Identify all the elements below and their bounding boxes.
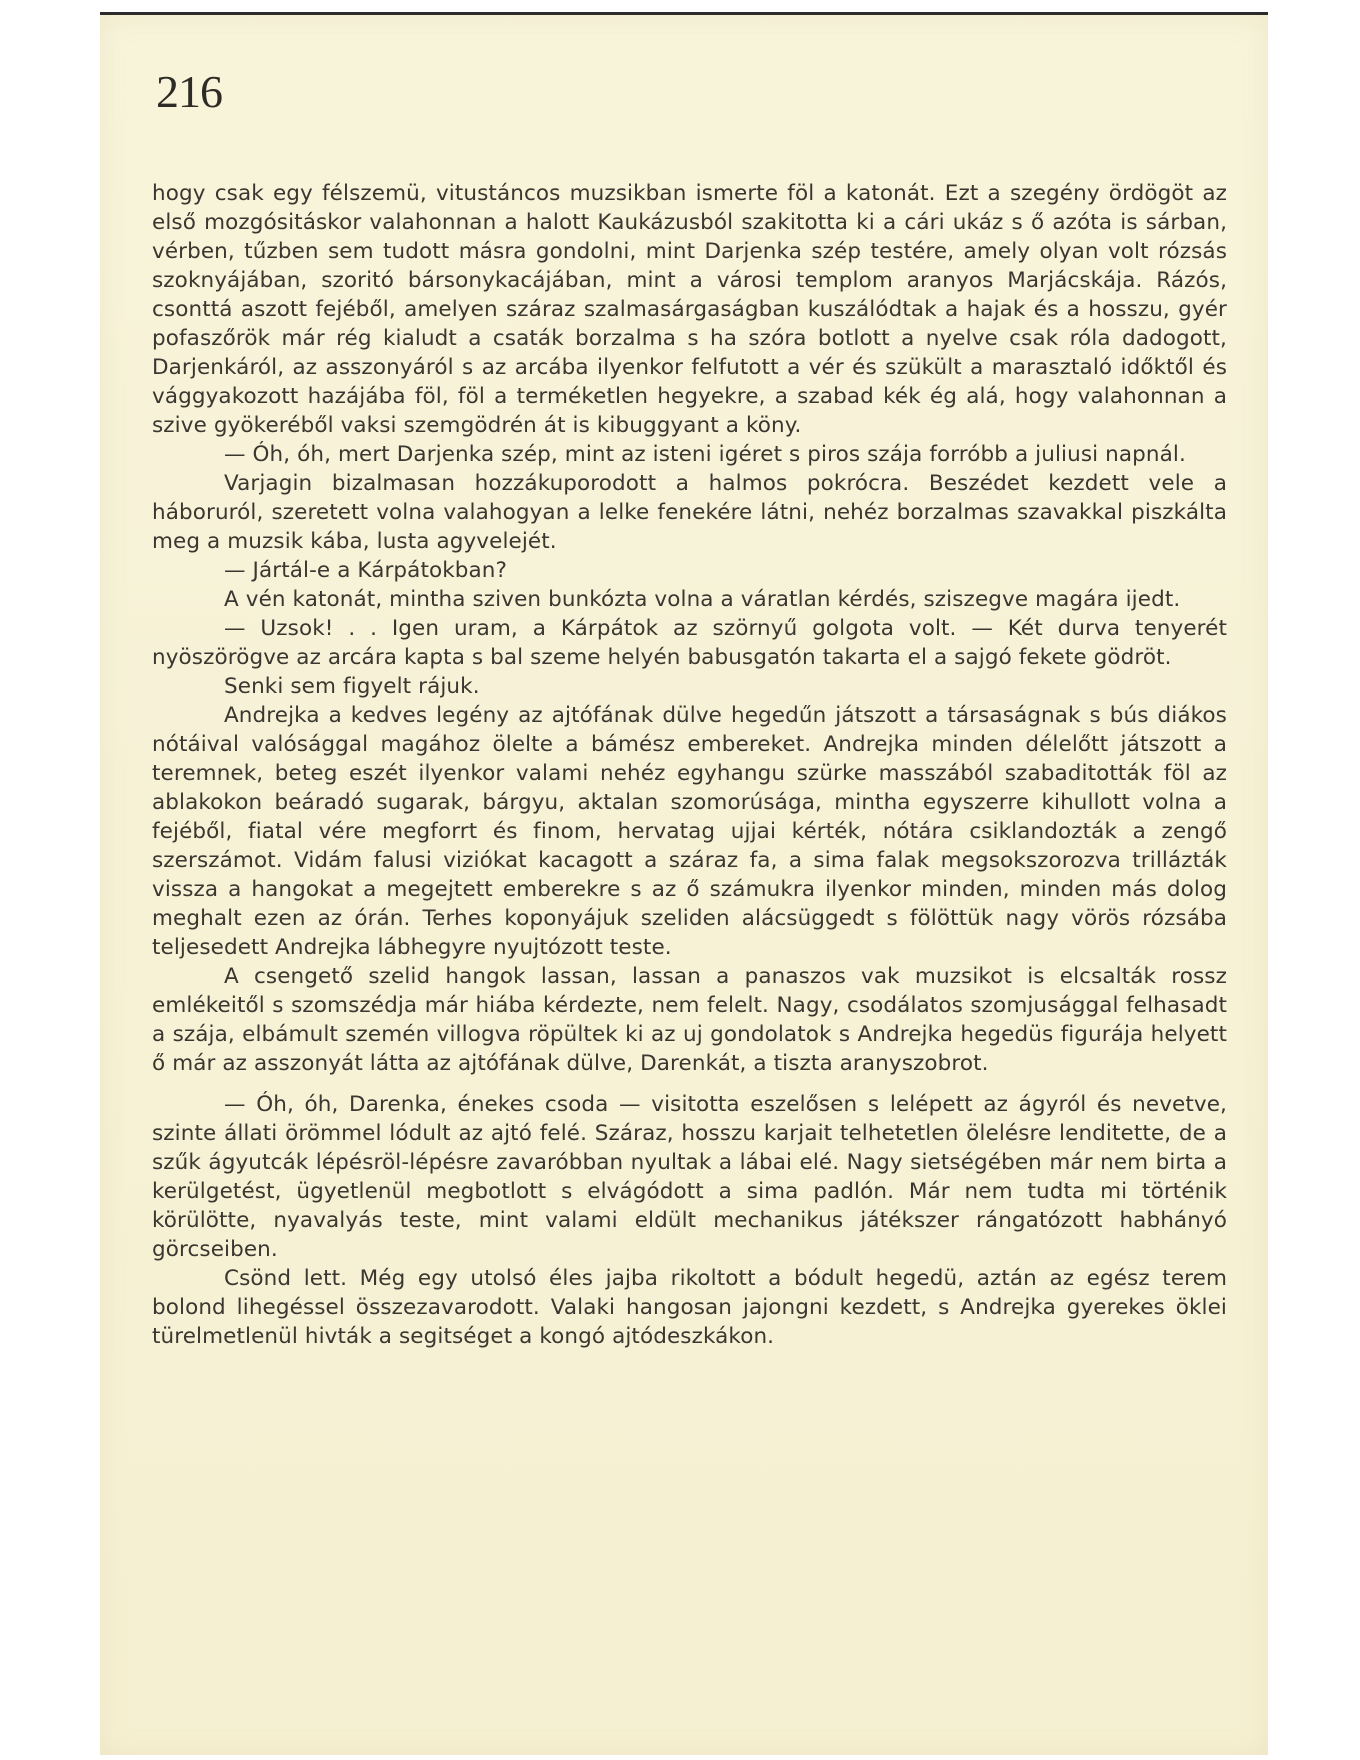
paragraph-3: Varjagin bizalmasan hozzákuporodott a halmos pokrócra. Beszédet kezdett vele a háboruról, szeretett volna valahogyan a lelke fenekére látni, nehéz borzalmas szavakkal piszkálta meg a muzsik kába, lusta agyvelejét. [152,471,1227,554]
paragraph-10: — Óh, óh, Darenka, énekes csoda — visitotta eszelősen s lelépett az ágyról és nevetve, szinte állati örömmel lódult az ajtó felé. Száraz, hosszu karjait telhetetlen ölelésre lenditette, de a szűk ágyutcák lépésröl-lépésre zavaróbban nyultak a lábai elé. Nagy sietségében már nem birta a kerülgetést, ügyetlenül megbotlott s elvágódott a sima padlón. Már nem tudta mi történik körülötte, nyavalyás teste, mint valami eldült mechanikus játékszer rángatózott habhányó görcseiben. [152,1092,1227,1262]
paragraph-11: Csönd lett. Még egy utolsó éles jajba rikoltott a bódult hegedü, aztán az egész terem bolond lihegéssel összezavarodott. Valaki hangosan jajongni kezdett, s Andrejka gyerekes öklei türelmetlenül hivták a segitséget a kongó ajtódeszkákon. [152,1266,1227,1349]
page-number: 216 [156,66,222,117]
body-text [152,179,1227,1351]
paragraph-6: — Uzsok! . . Igen uram, a Kárpátok az szörnyű golgota volt. — Két durva tenyerét nyöszörögve az arcára kapta s bal szeme helyén babusgatón takarta el a sajgó fekete gödröt. [152,616,1227,670]
paragraph-4: — Jártál-e a Kárpátokban? [224,558,508,583]
paragraph-9: A csengető szelid hangok lassan, lassan a panaszos vak muzsikot is elcsalták rossz emlékeitől s szomszédja már hiába kérdezte, nem felelt. Nagy, csodálatos szomjusággal felhasadt a szája, elbámult szemén villogva röpültek ki az uj gondolatok s Andrejka hegedüs figurája helyett ő már az asszonyát látta az ajtófának dülve, Darenkát, a tiszta aranyszobrot. [152,964,1227,1076]
paragraph-7: Senki sem figyelt rájuk. [224,674,480,699]
paragraph-1: hogy csak egy félszemü, vitustáncos muzsikban ismerte föl a katonát. Ezt a szegény ördögöt az első mozgósitáskor valahonnan a halott Kaukázusból szakitotta ki a cári ukáz s ő azóta is sárban, vérben, tűzben sem tudott másra gondolni, mint Darjenka szép testére, amely olyan volt rózsás szoknyájában, szoritó bársonykacájában, mint a városi templom aranyos Marjácskája. Rázós, csonttá aszott fejéből, amelyen száraz szalmasárgaságban kuszálódtak a hajak és a hosszu, gyér pofaszőrök már rég kialudt a csaták borzalma s ha szóra botlott a nyelve csak róla dadogott, Darjenkáról, az asszonyáról s az arcába ilyenkor felfutott a vér és szükült a marasztaló időktől és vággyakozott hazájába föl, föl a terméketlen hegyekre, a szabad kék ég alá, hogy valahonnan a szive gyökeréből vaksi szemgödrén át is kibuggyant a köny. [152,181,1227,438]
paragraph-8: Andrejka a kedves legény az ajtófának dülve hegedűn játszott a társaságnak s bús diákos nótáival valósággal magához ölelte a bámész embereket. Andrejka minden délelőtt játszott a teremnek, beteg eszét ilyenkor valami nehéz egyhangu szürke masszából szabaditották föl az ablakokon beáradó sugarak, bárgyu, aktalan szomorúsága, mintha egyszerre kihullott volna a fejéből, fiatal vére megforrt és finom, hervatag ujjai kérték, nótára csiklandozták a zengő szerszámot. Vidám falusi viziókat kacagott a száraz fa, a sima falak megsokszorozva trillázták vissza a hangokat a megejtett emberekre s az ő számukra ilyenkor minden, minden más dolog meghalt ezen az órán. Terhes koponyájuk szeliden alácsüggedt s fölöttük nagy vörös rózsába teljesedett Andrejka lábhegyre nyujtózott teste. [152,703,1227,960]
paragraph-2: — Óh, óh, mert Darjenka szép, mint az isteni igéret s piros szája forróbb a juliusi napnál. [224,442,1186,467]
paragraph-5: A vén katonát, mintha sziven bunkózta volna a váratlan kérdés, sziszegve magára ijedt. [224,587,1181,612]
book-page [100,12,1268,1755]
